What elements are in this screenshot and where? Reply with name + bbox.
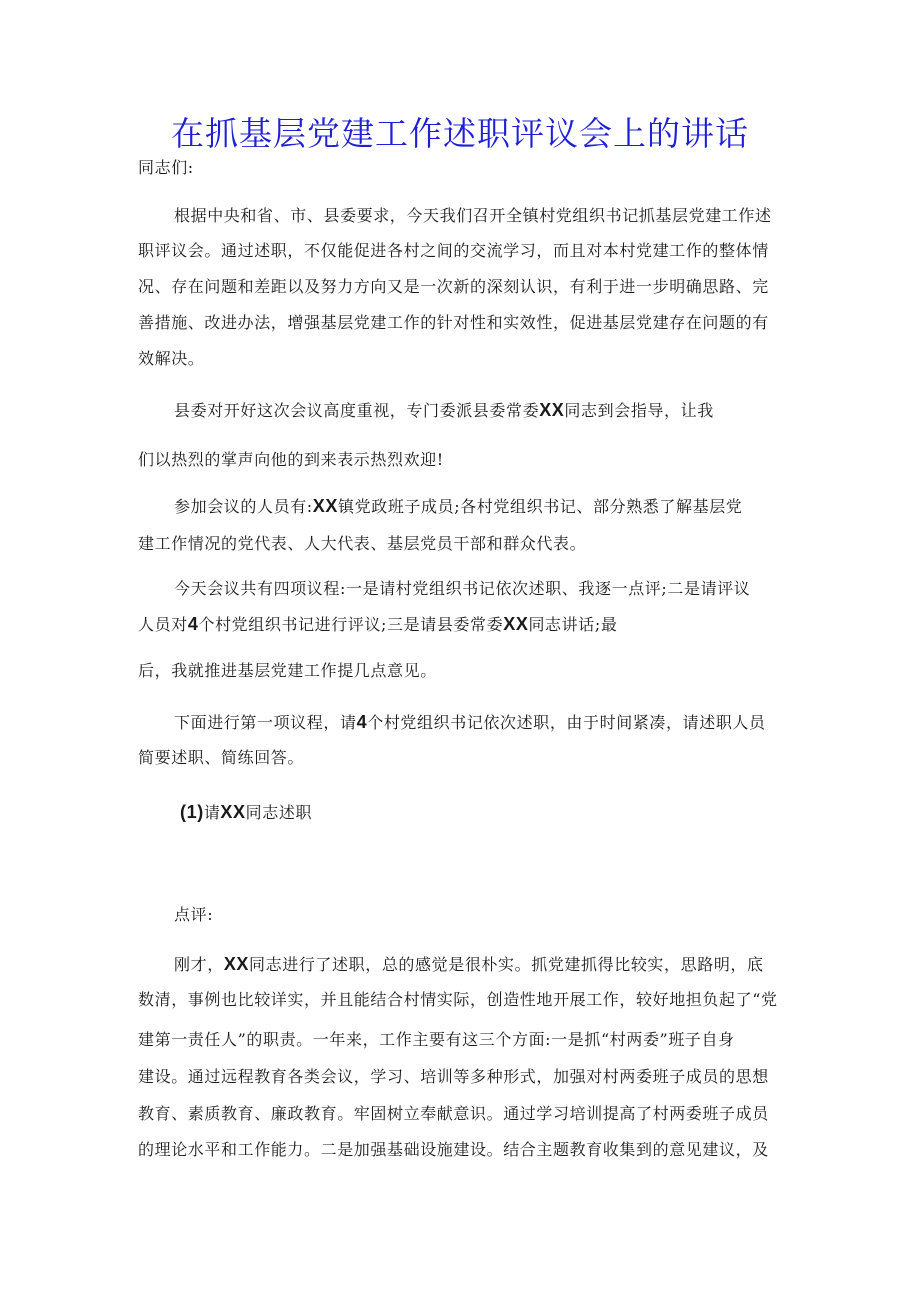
text-run: 参加会议的人员有:: [174, 497, 313, 516]
item-number: (1): [180, 802, 204, 822]
text-run: 个村党组织书记依次述职，由于时间紧凑，请述职人员: [367, 713, 766, 732]
paragraph-line: 今天会议共有四项议程:一是请村党组织书记依次述职、我逐一点评;二是请评议: [174, 579, 751, 598]
text-run: 同志讲话;最: [528, 615, 618, 634]
paragraph-line: [174, 712, 766, 733]
paragraph-line: 建第一责任人”的职责。一年来，工作主要有这三个方面:一是抓“村两委”班子自身: [138, 1030, 735, 1049]
paragraph-line: [174, 400, 714, 421]
paragraph-line: 的理论水平和工作能力。二是加强基础设施建设。结合主题教育收集到的意见建议，及: [138, 1140, 769, 1159]
paragraph-line: 后，我就推进基层党建工作提几点意见。: [138, 661, 437, 680]
text-run: 同志到会指导，让我: [564, 401, 714, 420]
text-run: 镇党政班子成员;各村党组织书记、部分熟悉了解基层党: [338, 497, 743, 516]
paragraph-line: 效解决。: [138, 349, 205, 368]
paragraph-line: [138, 614, 617, 635]
paragraph-line: 们以热烈的掌声向他的到来表示热烈欢迎!: [138, 450, 444, 469]
paragraph-line: 职评议会。通过述职，不仅能促进各村之间的交流学习，而且对本村党建工作的整体情: [138, 241, 769, 260]
text-run: 请: [203, 803, 221, 822]
agenda-item: [180, 802, 312, 823]
text-run: 同志进行了述职，总的感觉是很朴实。抓党建抓得比较实，思路明，底: [249, 955, 764, 974]
placeholder-xx: XX: [503, 614, 529, 634]
paragraph-line: [174, 496, 742, 517]
number-4: 4: [356, 712, 368, 732]
paragraph-line: 善措施、改进办法，增强基层党建工作的针对性和实效性，促进基层党建存在问题的有: [138, 313, 769, 332]
document-title: 在抓基层党建工作述职评议会上的讲话: [171, 114, 749, 153]
text-run: 个村党组织书记进行评议;三是请县委常委: [198, 615, 504, 634]
number-4: 4: [187, 614, 199, 634]
placeholder-xx: XX: [312, 496, 339, 516]
paragraph-line: 根据中央和省、市、县委要求，今天我们召开全镇村党组织书记抓基层党建工作述: [174, 206, 772, 225]
paragraph-line: [174, 954, 764, 975]
paragraph-line: 建工作情况的党代表、人大代表、基层党员干部和群众代表。: [138, 534, 587, 553]
paragraph-line: 教育、素质教育、廉政教育。牢固树立奉献意识。通过学习培训提高了村两委班子成员: [138, 1104, 769, 1123]
text-run: 下面进行第一项议程，请: [174, 713, 357, 732]
placeholder-xx: XX: [539, 400, 565, 420]
text-run: 人员对: [138, 615, 188, 634]
placeholder-xx: XX: [220, 802, 246, 822]
salutation: 同志们:: [138, 158, 194, 177]
text-run: 同志述职: [245, 803, 313, 822]
comment-label: 点评:: [174, 905, 214, 924]
paragraph-line: 况、存在问题和差距以及努力方向又是一次新的深刻认识，有利于进一步明确思路、完: [138, 277, 769, 296]
text-run: 刚才，: [174, 955, 224, 974]
paragraph-line: 建设。通过远程教育各类会议，学习、培训等多种形式，加强对村两委班子成员的思想: [138, 1067, 769, 1086]
paragraph-line: 数清，事例也比较详实，并且能结合村情实际，创造性地开展工作，较好地担负起了“党: [138, 990, 778, 1009]
text-run: 县委对开好这次会议高度重视，专门委派县委常委: [174, 401, 540, 420]
placeholder-xx: XX: [223, 954, 250, 974]
paragraph-line: 简要述职、简练回答。: [138, 748, 305, 767]
